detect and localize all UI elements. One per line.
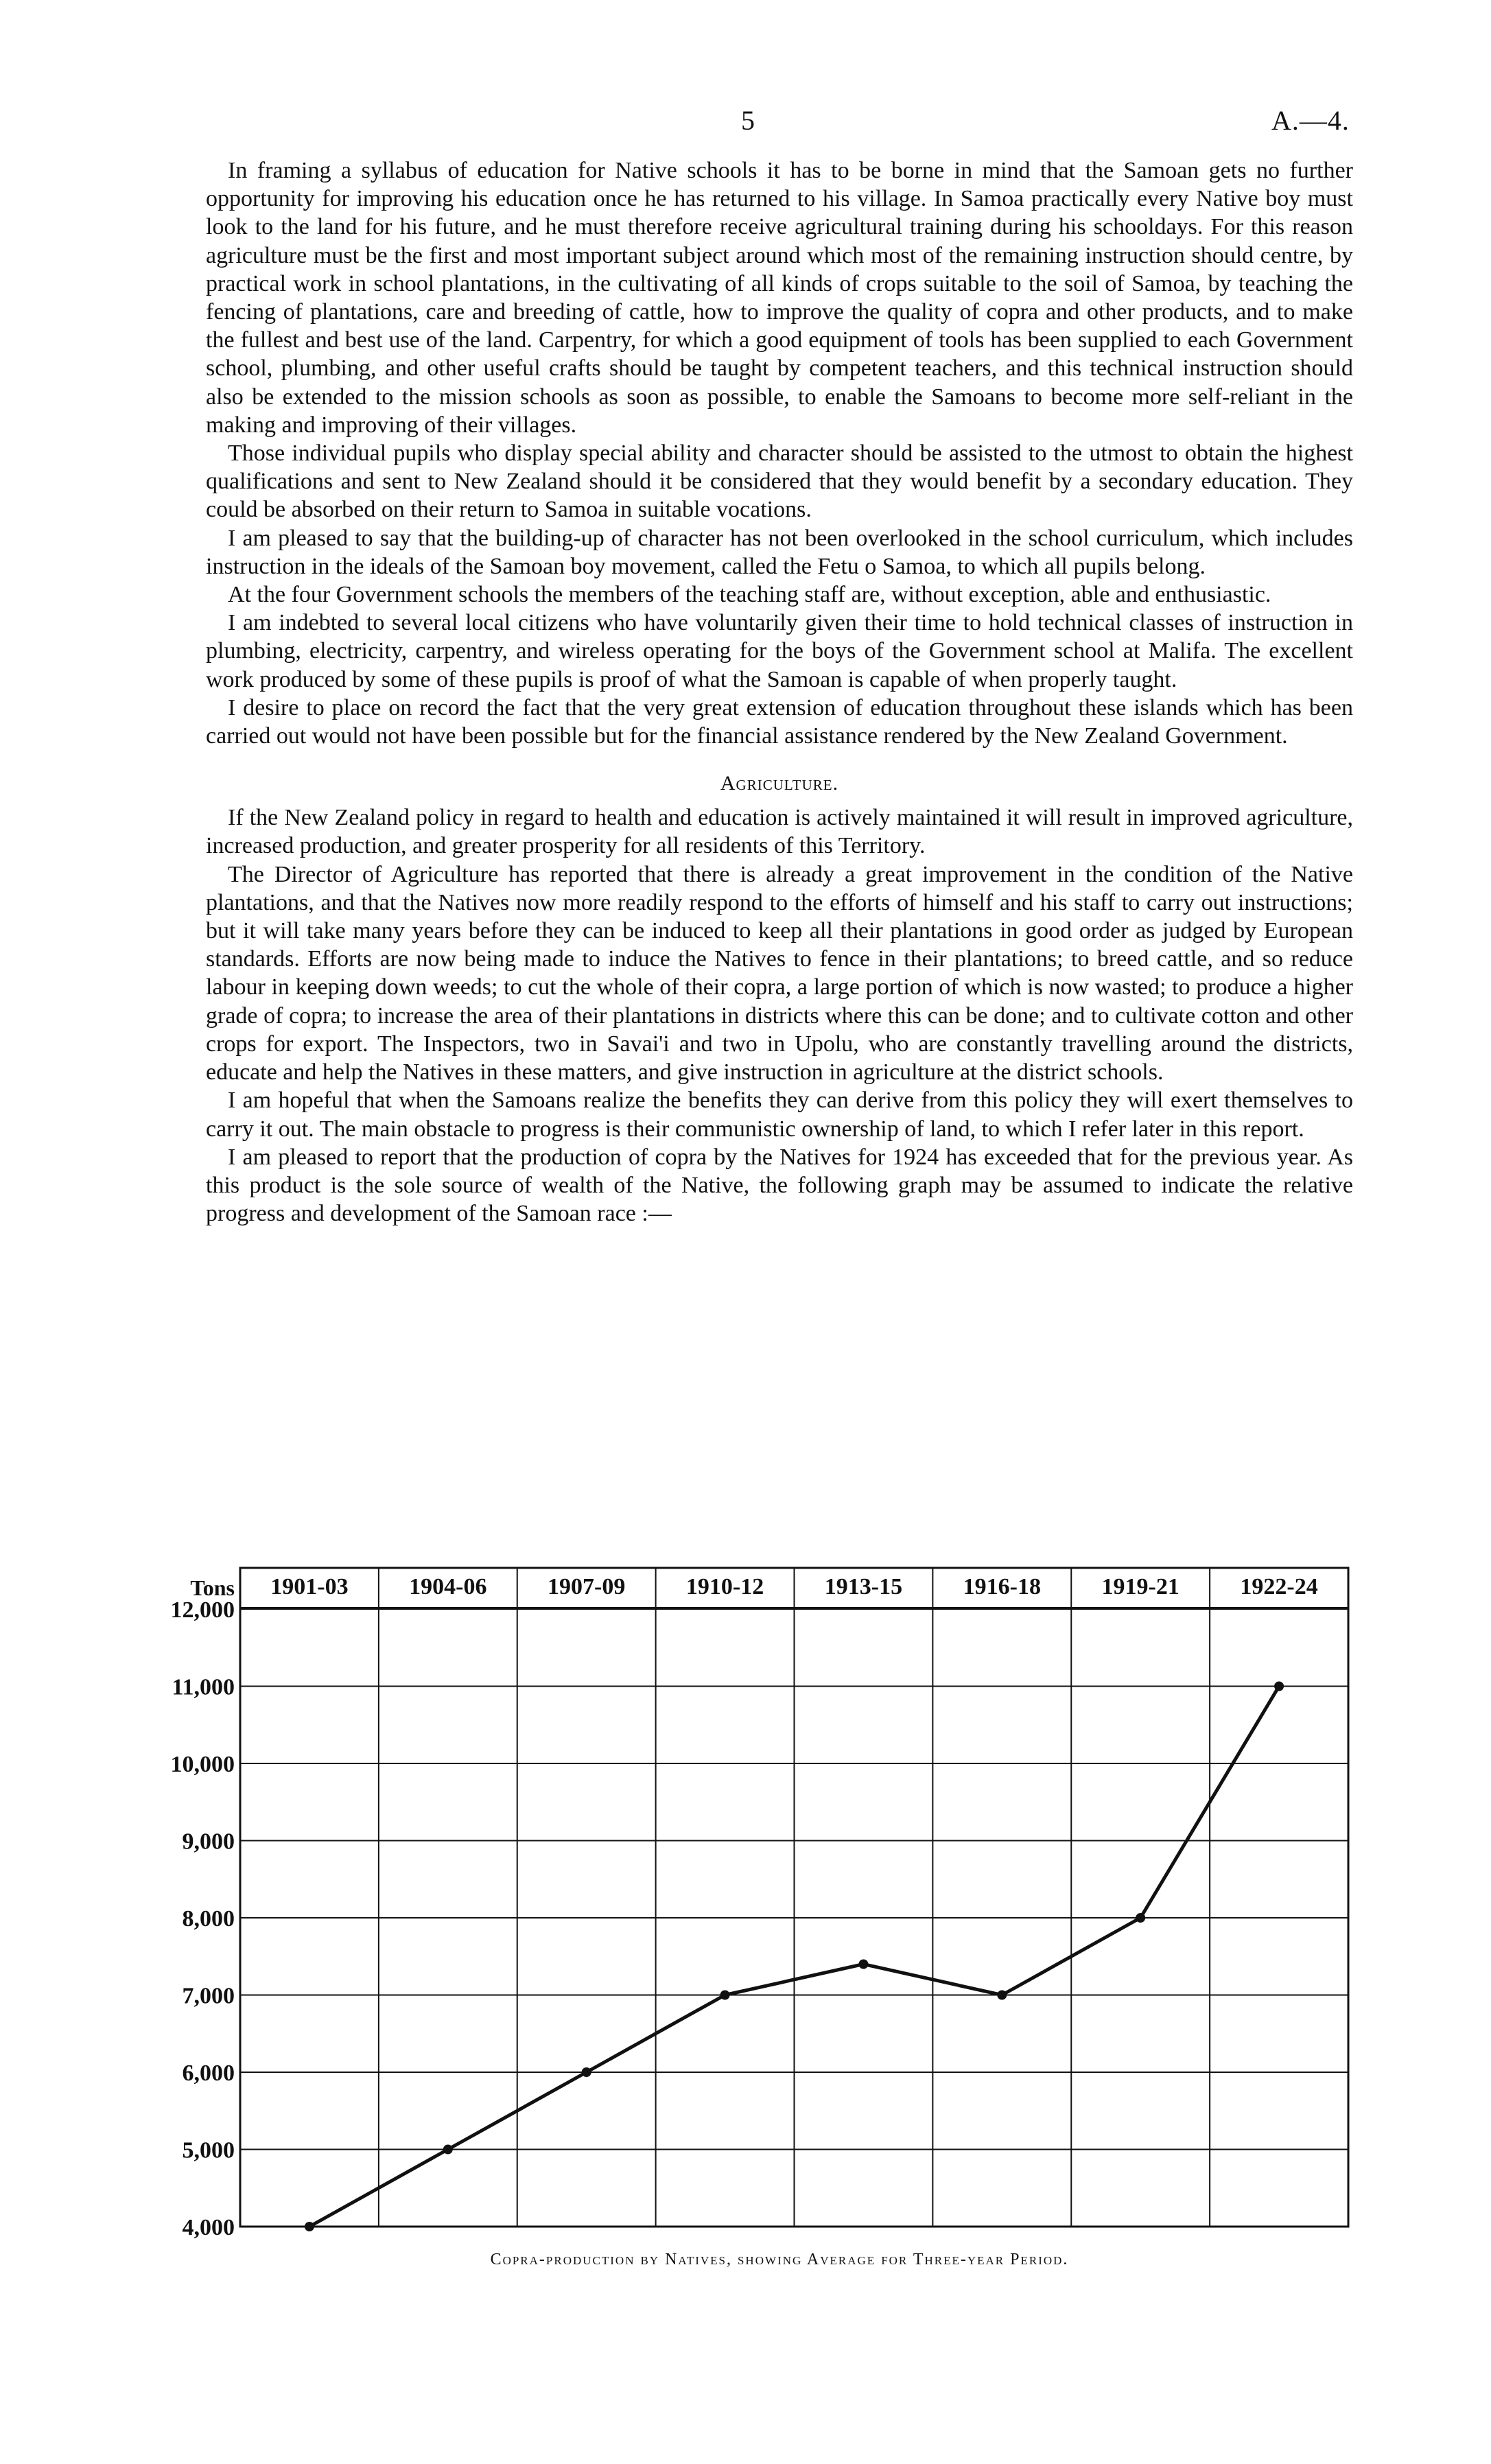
paragraph-director: The Director of Agriculture has reported that there is already a great improvement in the condition of the Native plantations, and that the Natives now more readily respond to the efforts of himself and his staff to carry out instructions; but it will take many years before they can be induced to keep all their plantations in good order as judged by European standards. Efforts are now being made to induce the Natives to fence in their plantations; to breed cattle, and so reduce labour in keeping down weeds; to cut the whole of their copra, a large portion of which is now wasted; to produce a higher grade of copra; to increase the area of their plantations in districts where this can be done; and to cultivate cotton and other crops for export. The Inspectors, two in Savai'i and two in Upolu, who are constantly travelling around the districts, educate and help the Natives in these matters, and give instruction in agriculture at the district schools. [206, 861, 1353, 1086]
chart-caption: Copra-production by Natives, showing Average for Three-year Period. [490, 2251, 1069, 2268]
paragraph-individual-pupils: Those individual pupils who display special ability and character should be assisted to the utmost to obtain the highest qualifications and sent to New Zealand should it be considered that they would benefit by a secondary education. They could be absorbed on their return to Samoa in suitable vocations. [206, 441, 1353, 523]
copra-chart-svg [137, 1561, 1372, 2247]
page-header [0, 104, 1491, 145]
series-code: A.—4. [1271, 105, 1350, 136]
paragraph-syllabus: In framing a syllabus of education for Native schools it has to be borne in mind that the Samoan gets no further opportunity for improving his education once he has returned to his village. In Samoa practically every Native boy must look to the land for his future, and he must therefore receive agricultural training during his schooldays. For this reason agriculture must be the first and most important subject around which most of the remaining instruction should centre, by practical work in school plantations, in the cultivating of all kinds of crops suitable to the soil of Samoa, by teaching the fencing of plantations, care and breeding of cattle, how to improve the quality of copra and other products, and to make the fullest and best use of the land. Carpentry, for which a good equipment of tools has been supplied to each Government school, plumbing, and other useful crafts should be taught by competent teachers, and this technical instruction should also be extended to the mission schools as soon as possible, to enable the Samoans to become more self-reliant in the making and improving of their villages. [206, 158, 1353, 438]
page-number: 5 [741, 105, 755, 136]
paragraph-policy: If the New Zealand policy in regard to health and education is actively maintained it will result in improved agriculture, increased production, and greater prosperity for all residents of this Territory. [206, 805, 1353, 859]
data-point [1274, 1682, 1284, 1691]
paragraph-local-citizens: I am indebted to several local citizens who have voluntarily given their time to hold technical classes of instruction in plumbing, electricity, carpentry, and wireless operating for the boys of the Government school at Malifa. The excellent work produced by some of these pupils is proof of what the Samoan is capable of when properly taught. [206, 610, 1353, 692]
x-category-label: 1922-24 [1240, 1574, 1318, 1599]
x-category-label: 1901-03 [270, 1574, 349, 1599]
paragraph-record: I desire to place on record the fact that the very great extension of education throughout these islands which has been carried out would not have been possible but for the financial assistance rendered by the New Zealand Government. [206, 694, 1353, 749]
y-unit-label: Tons [190, 1575, 235, 1600]
report-body [206, 156, 1353, 1228]
x-category-label: 1916-18 [963, 1574, 1041, 1599]
paragraph-teaching-staff: At the four Government schools the members of the teaching staff are, without exception, able and enthusiastic. [228, 582, 1271, 608]
x-category-label: 1913-15 [824, 1574, 903, 1599]
section-heading-agriculture: Agriculture. [720, 772, 839, 795]
y-tick-label: 6,000 [182, 2061, 235, 2086]
y-tick-label: 9,000 [182, 1829, 235, 1855]
data-point [443, 2145, 453, 2155]
data-point [305, 2222, 314, 2231]
paragraph-character: I am pleased to say that the building-up of character has not been overlooked in the school curriculum, which includes instruction in the ideals of the Samoan boy movement, called the Fetu o Samoa, to which all pupils belong. [206, 525, 1353, 579]
data-point [997, 1991, 1007, 2000]
x-category-label: 1907-09 [548, 1574, 626, 1599]
y-tick-label: 4,000 [182, 2215, 235, 2240]
y-tick-label: 10,000 [170, 1752, 235, 1777]
x-category-label: 1910-12 [685, 1574, 764, 1599]
y-tick-label: 7,000 [182, 1983, 235, 2009]
y-tick-label: 12,000 [170, 1597, 235, 1623]
data-point [582, 2067, 591, 2077]
data-point [1136, 1913, 1145, 1923]
y-tick-label: 5,000 [182, 2137, 235, 2163]
paragraph-hopeful: I am hopeful that when the Samoans realize the benefits they can derive from this policy they will exert themselves to carry it out. The main obstacle to progress is their communistic ownership of land, to which I refer later in this report. [206, 1088, 1353, 1142]
copra-chart [137, 1561, 1372, 2288]
paragraph-copra-report: I am pleased to report that the production of copra by the Natives for 1924 has exceeded that for the previous year. As this product is the sole source of wealth of the Native, the following graph may be assumed to indicate the relative progress and development of the Samoan race :— [206, 1144, 1353, 1227]
x-category-label: 1904-06 [409, 1574, 487, 1599]
x-category-label: 1919-21 [1101, 1574, 1179, 1599]
y-tick-label: 8,000 [182, 1906, 235, 1932]
y-tick-label: 11,000 [172, 1674, 235, 1700]
data-point [858, 1960, 868, 1969]
data-point [720, 1991, 730, 2000]
